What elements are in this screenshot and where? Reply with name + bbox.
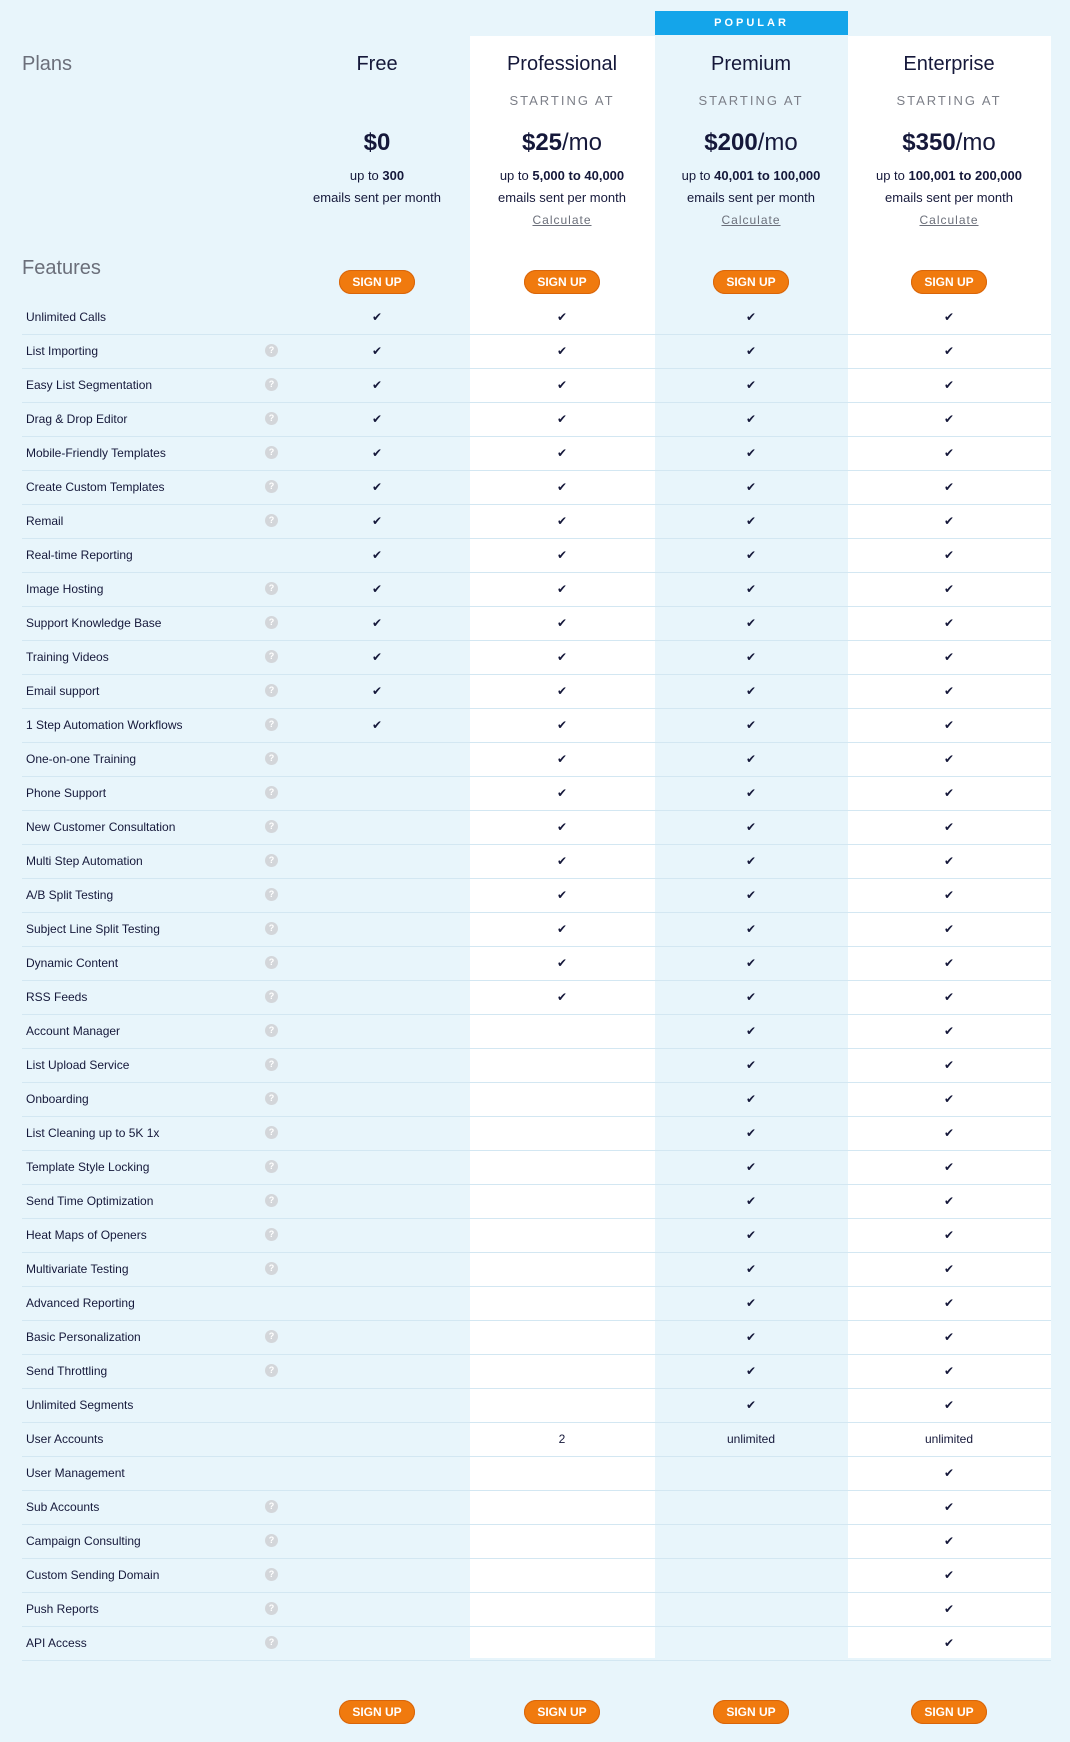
check-icon: ✔ bbox=[943, 310, 955, 324]
feature-row bbox=[22, 1490, 1051, 1525]
feature-row bbox=[22, 1592, 1051, 1627]
quota-suffix: emails sent per month bbox=[498, 190, 626, 205]
help-icon[interactable]: ? bbox=[265, 344, 278, 357]
feature-name: Account Manager bbox=[26, 1024, 121, 1038]
check-icon: ✔ bbox=[556, 310, 568, 324]
help-icon[interactable]: ? bbox=[265, 786, 278, 799]
check-icon: ✔ bbox=[745, 1364, 757, 1378]
help-icon[interactable]: ? bbox=[265, 1092, 278, 1105]
check-icon: ✔ bbox=[556, 378, 568, 392]
check-icon: ✔ bbox=[556, 956, 568, 970]
feature-name: List Cleaning up to 5K 1x bbox=[26, 1126, 160, 1140]
help-icon[interactable]: ? bbox=[265, 854, 278, 867]
check-icon: ✔ bbox=[745, 922, 757, 936]
feature-row bbox=[22, 470, 1051, 505]
plan-header-enterprise bbox=[848, 36, 1051, 231]
feature-name: Send Time Optimization bbox=[26, 1194, 154, 1208]
check-icon: ✔ bbox=[943, 1024, 955, 1038]
bottom-signup-button-free[interactable]: SIGN UP bbox=[339, 1700, 415, 1724]
check-icon: ✔ bbox=[745, 1296, 757, 1310]
check-icon: ✔ bbox=[943, 582, 955, 596]
feature-name: Campaign Consulting bbox=[26, 1534, 141, 1548]
check-icon: ✔ bbox=[943, 1398, 955, 1412]
plan-name: Premium bbox=[710, 53, 791, 75]
feature-name: Easy List Segmentation bbox=[26, 378, 153, 392]
check-icon: ✔ bbox=[745, 650, 757, 664]
check-icon: ✔ bbox=[943, 820, 955, 834]
help-icon[interactable]: ? bbox=[265, 582, 278, 595]
feature-row bbox=[22, 980, 1051, 1015]
feature-row bbox=[22, 912, 1051, 947]
feature-name: Onboarding bbox=[26, 1092, 89, 1106]
help-icon[interactable]: ? bbox=[265, 684, 278, 697]
check-icon: ✔ bbox=[556, 752, 568, 766]
feature-name: Create Custom Templates bbox=[26, 480, 165, 494]
help-icon[interactable]: ? bbox=[265, 1262, 278, 1275]
feature-row bbox=[22, 538, 1051, 573]
check-icon: ✔ bbox=[943, 1092, 955, 1106]
check-icon: ✔ bbox=[943, 514, 955, 528]
bottom-signup-button-professional[interactable]: SIGN UP bbox=[524, 1700, 600, 1724]
quota-prefix: up to bbox=[499, 168, 533, 183]
feature-value: 2 bbox=[558, 1432, 566, 1446]
calculate-link[interactable]: Calculate bbox=[721, 213, 781, 227]
price-period: /mo bbox=[562, 129, 603, 156]
feature-value: unlimited bbox=[924, 1432, 974, 1446]
check-icon: ✔ bbox=[943, 1466, 955, 1480]
check-icon: ✔ bbox=[943, 718, 955, 732]
check-icon: ✔ bbox=[943, 1602, 955, 1616]
top-signup-button-premium[interactable]: SIGN UP bbox=[713, 270, 789, 294]
price-amount: $25 bbox=[521, 129, 563, 156]
feature-name: Remail bbox=[26, 514, 64, 528]
check-icon: ✔ bbox=[371, 378, 383, 392]
check-icon: ✔ bbox=[943, 990, 955, 1004]
check-icon: ✔ bbox=[745, 786, 757, 800]
feature-row bbox=[22, 1354, 1051, 1389]
help-icon[interactable]: ? bbox=[265, 412, 278, 425]
check-icon: ✔ bbox=[943, 1160, 955, 1174]
check-icon: ✔ bbox=[745, 616, 757, 630]
check-icon: ✔ bbox=[371, 616, 383, 630]
feature-row bbox=[22, 1524, 1051, 1559]
check-icon: ✔ bbox=[371, 650, 383, 664]
feature-row bbox=[22, 946, 1051, 981]
check-icon: ✔ bbox=[943, 1058, 955, 1072]
top-signup-button-enterprise[interactable]: SIGN UP bbox=[911, 270, 987, 294]
check-icon: ✔ bbox=[745, 310, 757, 324]
help-icon[interactable]: ? bbox=[265, 752, 278, 765]
check-icon: ✔ bbox=[745, 378, 757, 392]
check-icon: ✔ bbox=[745, 820, 757, 834]
feature-row bbox=[22, 878, 1051, 913]
feature-name: Unlimited Calls bbox=[26, 310, 107, 324]
help-icon[interactable]: ? bbox=[265, 1330, 278, 1343]
feature-row bbox=[22, 334, 1051, 369]
feature-row bbox=[22, 640, 1051, 675]
feature-name: Heat Maps of Openers bbox=[26, 1228, 147, 1242]
feature-name: Dynamic Content bbox=[26, 956, 119, 970]
check-icon: ✔ bbox=[943, 650, 955, 664]
plan-name: Free bbox=[356, 53, 398, 75]
check-icon: ✔ bbox=[556, 514, 568, 528]
check-icon: ✔ bbox=[943, 888, 955, 902]
check-icon: ✔ bbox=[556, 786, 568, 800]
feature-name: Image Hosting bbox=[26, 582, 104, 596]
check-icon: ✔ bbox=[745, 1092, 757, 1106]
feature-row bbox=[22, 674, 1051, 709]
check-icon: ✔ bbox=[745, 1194, 757, 1208]
feature-name: Unlimited Segments bbox=[26, 1398, 134, 1412]
check-icon: ✔ bbox=[556, 922, 568, 936]
plan-price bbox=[848, 129, 1051, 165]
calculate-link[interactable]: Calculate bbox=[532, 213, 592, 227]
calculate-link[interactable]: Calculate bbox=[919, 213, 979, 227]
feature-row bbox=[22, 1456, 1051, 1491]
feature-row bbox=[22, 606, 1051, 641]
help-icon[interactable]: ? bbox=[265, 378, 278, 391]
check-icon: ✔ bbox=[556, 684, 568, 698]
check-icon: ✔ bbox=[745, 1262, 757, 1276]
check-icon: ✔ bbox=[943, 378, 955, 392]
price-period: /mo bbox=[757, 129, 798, 156]
features-heading: Features bbox=[22, 257, 101, 279]
help-icon[interactable]: ? bbox=[265, 480, 278, 493]
check-icon: ✔ bbox=[943, 1194, 955, 1208]
feature-name: One-on-one Training bbox=[26, 752, 137, 766]
feature-row bbox=[22, 810, 1051, 845]
bottom-signup-button-enterprise[interactable]: SIGN UP bbox=[911, 1700, 987, 1724]
check-icon: ✔ bbox=[943, 922, 955, 936]
check-icon: ✔ bbox=[371, 446, 383, 460]
help-icon[interactable]: ? bbox=[265, 956, 278, 969]
feature-row bbox=[22, 1558, 1051, 1593]
starting-at-label: STARTING AT bbox=[896, 93, 1002, 108]
feature-value: unlimited bbox=[726, 1432, 776, 1446]
feature-name: Real-time Reporting bbox=[26, 548, 133, 562]
quota-value: 300 bbox=[382, 168, 405, 183]
feature-row bbox=[22, 1116, 1051, 1151]
help-icon[interactable]: ? bbox=[265, 1500, 278, 1513]
check-icon: ✔ bbox=[556, 854, 568, 868]
check-icon: ✔ bbox=[745, 1398, 757, 1412]
check-icon: ✔ bbox=[371, 582, 383, 596]
feature-row bbox=[22, 368, 1051, 403]
help-icon[interactable]: ? bbox=[265, 718, 278, 731]
check-icon: ✔ bbox=[943, 344, 955, 358]
plan-name: Professional bbox=[506, 53, 618, 75]
check-icon: ✔ bbox=[556, 412, 568, 426]
help-icon[interactable]: ? bbox=[265, 650, 278, 663]
help-icon[interactable]: ? bbox=[265, 888, 278, 901]
check-icon: ✔ bbox=[943, 1500, 955, 1514]
check-icon: ✔ bbox=[745, 582, 757, 596]
price-amount: $0 bbox=[363, 129, 391, 156]
price-amount: $350 bbox=[902, 129, 956, 156]
help-icon[interactable]: ? bbox=[265, 1534, 278, 1547]
feature-row bbox=[22, 1252, 1051, 1287]
check-icon: ✔ bbox=[943, 446, 955, 460]
check-icon: ✔ bbox=[745, 412, 757, 426]
feature-row bbox=[22, 1626, 1051, 1661]
check-icon: ✔ bbox=[943, 1568, 955, 1582]
feature-row bbox=[22, 1218, 1051, 1253]
starting-at-label: STARTING AT bbox=[698, 93, 804, 108]
feature-name: Template Style Locking bbox=[26, 1160, 150, 1174]
check-icon: ✔ bbox=[556, 446, 568, 460]
feature-row bbox=[22, 1048, 1051, 1083]
plan-name: Enterprise bbox=[903, 53, 995, 75]
feature-name: Subject Line Split Testing bbox=[26, 922, 160, 936]
check-icon: ✔ bbox=[745, 1160, 757, 1174]
check-icon: ✔ bbox=[943, 1228, 955, 1242]
feature-row bbox=[22, 1286, 1051, 1321]
check-icon: ✔ bbox=[943, 412, 955, 426]
help-icon[interactable]: ? bbox=[265, 990, 278, 1003]
check-icon: ✔ bbox=[745, 854, 757, 868]
feature-row bbox=[22, 1388, 1051, 1423]
check-icon: ✔ bbox=[745, 1228, 757, 1242]
check-icon: ✔ bbox=[943, 616, 955, 630]
check-icon: ✔ bbox=[943, 752, 955, 766]
plan-header-professional bbox=[470, 36, 655, 231]
check-icon: ✔ bbox=[371, 718, 383, 732]
check-icon: ✔ bbox=[943, 480, 955, 494]
check-icon: ✔ bbox=[943, 786, 955, 800]
help-icon[interactable]: ? bbox=[265, 820, 278, 833]
check-icon: ✔ bbox=[556, 650, 568, 664]
check-icon: ✔ bbox=[745, 480, 757, 494]
check-icon: ✔ bbox=[556, 718, 568, 732]
check-icon: ✔ bbox=[943, 1330, 955, 1344]
check-icon: ✔ bbox=[745, 752, 757, 766]
check-icon: ✔ bbox=[556, 820, 568, 834]
feature-row bbox=[22, 1320, 1051, 1355]
feature-name: Training Videos bbox=[26, 650, 109, 664]
help-icon[interactable]: ? bbox=[265, 922, 278, 935]
feature-name: List Importing bbox=[26, 344, 99, 358]
feature-name: Send Throttling bbox=[26, 1364, 108, 1378]
check-icon: ✔ bbox=[943, 1364, 955, 1378]
check-icon: ✔ bbox=[556, 480, 568, 494]
check-icon: ✔ bbox=[943, 1262, 955, 1276]
help-icon[interactable]: ? bbox=[265, 1364, 278, 1377]
check-icon: ✔ bbox=[745, 446, 757, 460]
plan-quota bbox=[470, 165, 655, 209]
feature-row bbox=[22, 1014, 1051, 1049]
help-icon[interactable]: ? bbox=[265, 1602, 278, 1615]
feature-name: Sub Accounts bbox=[26, 1500, 100, 1514]
check-icon: ✔ bbox=[745, 718, 757, 732]
feature-row bbox=[22, 742, 1051, 777]
feature-row bbox=[22, 436, 1051, 471]
check-icon: ✔ bbox=[943, 1636, 955, 1650]
feature-row bbox=[22, 776, 1051, 811]
feature-row bbox=[22, 402, 1051, 437]
plan-quota bbox=[285, 165, 470, 209]
check-icon: ✔ bbox=[943, 1534, 955, 1548]
feature-name: Phone Support bbox=[26, 786, 107, 800]
feature-name: RSS Feeds bbox=[26, 990, 88, 1004]
feature-name: A/B Split Testing bbox=[26, 888, 114, 902]
top-signup-button-professional[interactable]: SIGN UP bbox=[524, 270, 600, 294]
plan-price bbox=[470, 129, 655, 165]
check-icon: ✔ bbox=[745, 1024, 757, 1038]
check-icon: ✔ bbox=[556, 344, 568, 358]
check-icon: ✔ bbox=[556, 888, 568, 902]
quota-value: 5,000 to 40,000 bbox=[532, 168, 625, 183]
feature-row bbox=[22, 708, 1051, 743]
quota-suffix: emails sent per month bbox=[313, 190, 441, 205]
feature-name: Push Reports bbox=[26, 1602, 99, 1616]
help-icon[interactable]: ? bbox=[265, 514, 278, 527]
plan-header-premium bbox=[655, 36, 848, 231]
quota-suffix: emails sent per month bbox=[885, 190, 1013, 205]
check-icon: ✔ bbox=[943, 854, 955, 868]
check-icon: ✔ bbox=[745, 344, 757, 358]
check-icon: ✔ bbox=[371, 684, 383, 698]
check-icon: ✔ bbox=[745, 1058, 757, 1072]
help-icon[interactable]: ? bbox=[265, 1058, 278, 1071]
bottom-signup-button-premium[interactable]: SIGN UP bbox=[713, 1700, 789, 1724]
feature-name: User Management bbox=[26, 1466, 125, 1480]
quota-value: 40,001 to 100,000 bbox=[714, 168, 821, 183]
feature-name: Support Knowledge Base bbox=[26, 616, 162, 630]
help-icon[interactable]: ? bbox=[265, 1568, 278, 1581]
check-icon: ✔ bbox=[943, 548, 955, 562]
check-icon: ✔ bbox=[556, 548, 568, 562]
feature-name: Mobile-Friendly Templates bbox=[26, 446, 166, 460]
check-icon: ✔ bbox=[556, 582, 568, 596]
check-icon: ✔ bbox=[943, 684, 955, 698]
feature-row bbox=[22, 504, 1051, 539]
check-icon: ✔ bbox=[556, 616, 568, 630]
popular-badge: POPULAR bbox=[655, 11, 848, 35]
help-icon[interactable]: ? bbox=[265, 616, 278, 629]
check-icon: ✔ bbox=[371, 514, 383, 528]
check-icon: ✔ bbox=[745, 684, 757, 698]
feature-row bbox=[22, 1422, 1051, 1457]
feature-name: New Customer Consultation bbox=[26, 820, 176, 834]
check-icon: ✔ bbox=[371, 480, 383, 494]
starting-at-label bbox=[285, 93, 470, 113]
feature-name: Multi Step Automation bbox=[26, 854, 143, 868]
help-icon[interactable]: ? bbox=[265, 1160, 278, 1173]
check-icon: ✔ bbox=[745, 1126, 757, 1140]
plan-header-free bbox=[285, 36, 470, 209]
check-icon: ✔ bbox=[943, 1296, 955, 1310]
feature-row bbox=[22, 1184, 1051, 1219]
check-icon: ✔ bbox=[371, 548, 383, 562]
check-icon: ✔ bbox=[371, 344, 383, 358]
quota-prefix: up to bbox=[349, 168, 383, 183]
feature-name: 1 Step Automation Workflows bbox=[26, 718, 183, 732]
quota-prefix: up to bbox=[875, 168, 909, 183]
plan-price bbox=[655, 129, 848, 165]
feature-name: Drag & Drop Editor bbox=[26, 412, 128, 426]
feature-row bbox=[22, 572, 1051, 607]
check-icon: ✔ bbox=[556, 990, 568, 1004]
price-period: /mo bbox=[955, 129, 996, 156]
quota-suffix: emails sent per month bbox=[687, 190, 815, 205]
plans-heading: Plans bbox=[22, 53, 73, 75]
check-icon: ✔ bbox=[943, 956, 955, 970]
feature-row bbox=[22, 1082, 1051, 1117]
feature-row bbox=[22, 300, 1051, 335]
quota-value: 100,001 to 200,000 bbox=[908, 168, 1022, 183]
feature-row bbox=[22, 844, 1051, 879]
feature-name: Custom Sending Domain bbox=[26, 1568, 160, 1582]
plan-price bbox=[285, 129, 470, 165]
check-icon: ✔ bbox=[745, 888, 757, 902]
help-icon[interactable]: ? bbox=[265, 1024, 278, 1037]
feature-row bbox=[22, 1150, 1051, 1185]
help-icon[interactable]: ? bbox=[265, 1126, 278, 1139]
check-icon: ✔ bbox=[371, 310, 383, 324]
feature-name: Email support bbox=[26, 684, 100, 698]
price-amount: $200 bbox=[704, 129, 758, 156]
help-icon[interactable]: ? bbox=[265, 1636, 278, 1649]
check-icon: ✔ bbox=[745, 990, 757, 1004]
help-icon[interactable]: ? bbox=[265, 446, 278, 459]
starting-at-label: STARTING AT bbox=[509, 93, 615, 108]
quota-prefix: up to bbox=[681, 168, 715, 183]
check-icon: ✔ bbox=[745, 548, 757, 562]
feature-name: API Access bbox=[26, 1636, 87, 1650]
plan-quota bbox=[848, 165, 1051, 209]
check-icon: ✔ bbox=[943, 1126, 955, 1140]
help-icon[interactable]: ? bbox=[265, 1194, 278, 1207]
check-icon: ✔ bbox=[745, 1330, 757, 1344]
feature-name: Basic Personalization bbox=[26, 1330, 141, 1344]
check-icon: ✔ bbox=[745, 514, 757, 528]
feature-name: User Accounts bbox=[26, 1432, 104, 1446]
feature-name: Advanced Reporting bbox=[26, 1296, 135, 1310]
plan-quota bbox=[655, 165, 848, 209]
check-icon: ✔ bbox=[745, 956, 757, 970]
feature-name: List Upload Service bbox=[26, 1058, 130, 1072]
top-signup-button-free[interactable]: SIGN UP bbox=[339, 270, 415, 294]
feature-name: Multivariate Testing bbox=[26, 1262, 129, 1276]
help-icon[interactable]: ? bbox=[265, 1228, 278, 1241]
check-icon: ✔ bbox=[371, 412, 383, 426]
